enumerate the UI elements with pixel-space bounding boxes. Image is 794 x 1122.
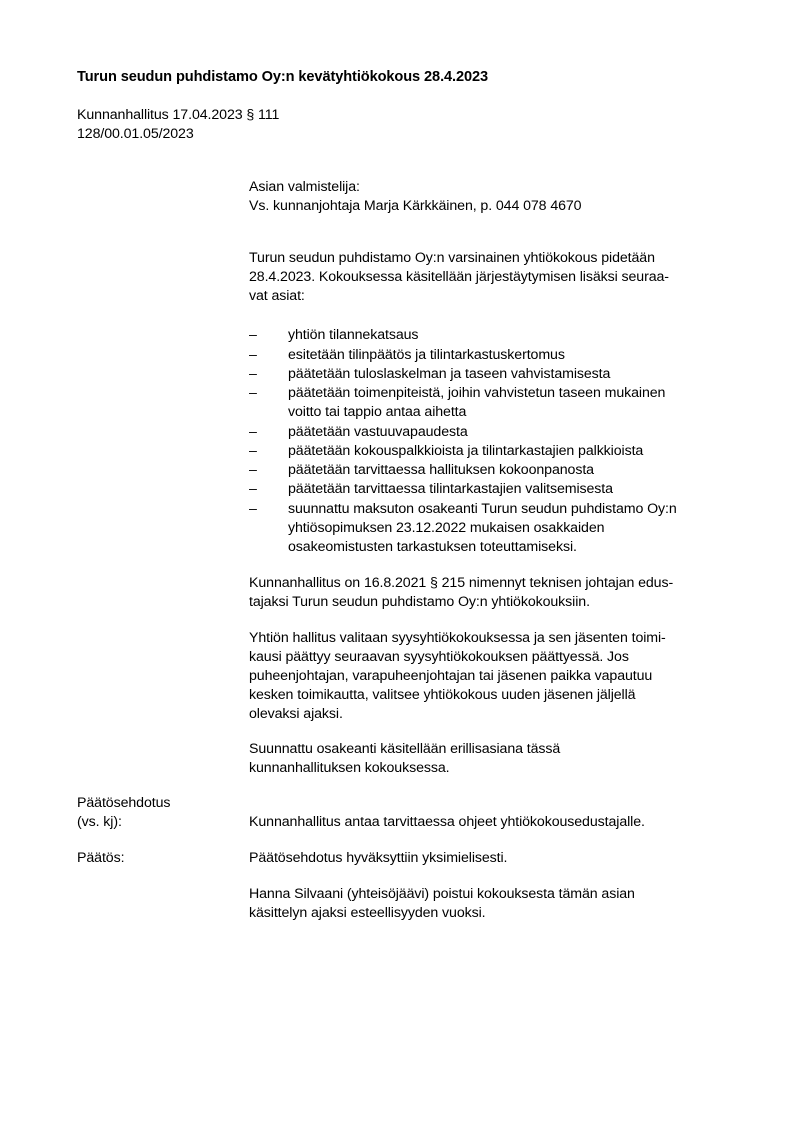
paragraph-line: puheenjohtajan, varapuheenjohtajan tai jäsenen paikka vapautuu bbox=[249, 668, 653, 684]
agenda-item: päätetään kokouspalkkioista ja tilintarkastajien palkkioista bbox=[288, 443, 644, 459]
paragraph-line: olevaksi ajaksi. bbox=[249, 706, 343, 722]
preparer-value: Vs. kunnanjohtaja Marja Kärkkäinen, p. 044 078 4670 bbox=[249, 198, 582, 214]
decision-note-line: Hanna Silvaani (yhteisöjäävi) poistui kokouksesta tämän asian bbox=[249, 886, 635, 902]
paragraph-line: Kunnanhallitus on 16.8.2021 § 215 nimennyt teknisen johtajan edus- bbox=[249, 575, 674, 591]
agenda-item: päätetään tarvittaessa hallituksen kokoonpanosta bbox=[288, 462, 594, 478]
proposal-label: Päätösehdotus bbox=[77, 795, 171, 811]
decision-text: Päätösehdotus hyväksyttiin yksimielisesti. bbox=[249, 850, 508, 866]
record-id: 128/00.01.05/2023 bbox=[77, 126, 194, 142]
preparer-label: Asian valmistelija: bbox=[249, 179, 360, 195]
bullet-dash: – bbox=[249, 501, 257, 517]
decision-label: Päätös: bbox=[77, 850, 125, 866]
proposal-label-author: (vs. kj): bbox=[77, 814, 122, 830]
bullet-dash: – bbox=[249, 327, 257, 343]
intro-line: Turun seudun puhdistamo Oy:n varsinainen yhtiökokous pidetään bbox=[249, 250, 655, 266]
paragraph-line: Suunnattu osakeanti käsitellään erillisasiana tässä bbox=[249, 741, 561, 757]
bullet-dash: – bbox=[249, 462, 257, 478]
agenda-item: esitetään tilinpäätös ja tilintarkastuskertomus bbox=[288, 347, 565, 363]
agenda-item: päätetään tuloslaskelman ja taseen vahvistamisesta bbox=[288, 366, 611, 382]
bullet-dash: – bbox=[249, 424, 257, 440]
paragraph-line: tajaksi Turun seudun puhdistamo Oy:n yhtiökokouksiin. bbox=[249, 594, 590, 610]
intro-line: vat asiat: bbox=[249, 288, 305, 304]
document-title: Turun seudun puhdistamo Oy:n kevätyhtiökokous 28.4.2023 bbox=[77, 69, 489, 85]
bullet-dash: – bbox=[249, 443, 257, 459]
decision-note-line: käsittelyn ajaksi esteellisyyden vuoksi. bbox=[249, 905, 486, 921]
bullet-dash: – bbox=[249, 481, 257, 497]
paragraph-line: kausi päättyy seuraavan syysyhtiökokouksen päättyessä. Jos bbox=[249, 649, 629, 665]
agenda-item-continuation: yhtiösopimuksen 23.12.2022 mukaisen osakkaiden bbox=[288, 520, 605, 536]
agenda-item: yhtiön tilannekatsaus bbox=[288, 327, 419, 343]
proposal-text: Kunnanhallitus antaa tarvittaessa ohjeet yhtiökokousedustajalle. bbox=[249, 814, 645, 830]
agenda-item: päätetään tarvittaessa tilintarkastajien valitsemisesta bbox=[288, 481, 613, 497]
intro-line: 28.4.2023. Kokouksessa käsitellään järjestäytymisen lisäksi seuraa- bbox=[249, 269, 669, 285]
agenda-item: suunnattu maksuton osakeanti Turun seudun puhdistamo Oy:n bbox=[288, 501, 677, 517]
agenda-item: päätetään vastuuvapaudesta bbox=[288, 424, 468, 440]
meeting-reference: Kunnanhallitus 17.04.2023 § 111 bbox=[77, 107, 280, 123]
bullet-dash: – bbox=[249, 385, 257, 401]
agenda-item: päätetään toimenpiteistä, joihin vahvistetun taseen mukainen bbox=[288, 385, 666, 401]
paragraph-line: kesken toimikautta, valitsee yhtiökokous uuden jäsenen jäljellä bbox=[249, 687, 636, 703]
agenda-item-continuation: voitto tai tappio antaa aihetta bbox=[288, 404, 467, 420]
agenda-item-continuation: osakeomistusten tarkastuksen toteuttamiseksi. bbox=[288, 539, 577, 555]
paragraph-line: kunnanhallituksen kokouksessa. bbox=[249, 760, 450, 776]
bullet-dash: – bbox=[249, 366, 257, 382]
paragraph-line: Yhtiön hallitus valitaan syysyhtiökokouksessa ja sen jäsenten toimi- bbox=[249, 630, 666, 646]
bullet-dash: – bbox=[249, 347, 257, 363]
